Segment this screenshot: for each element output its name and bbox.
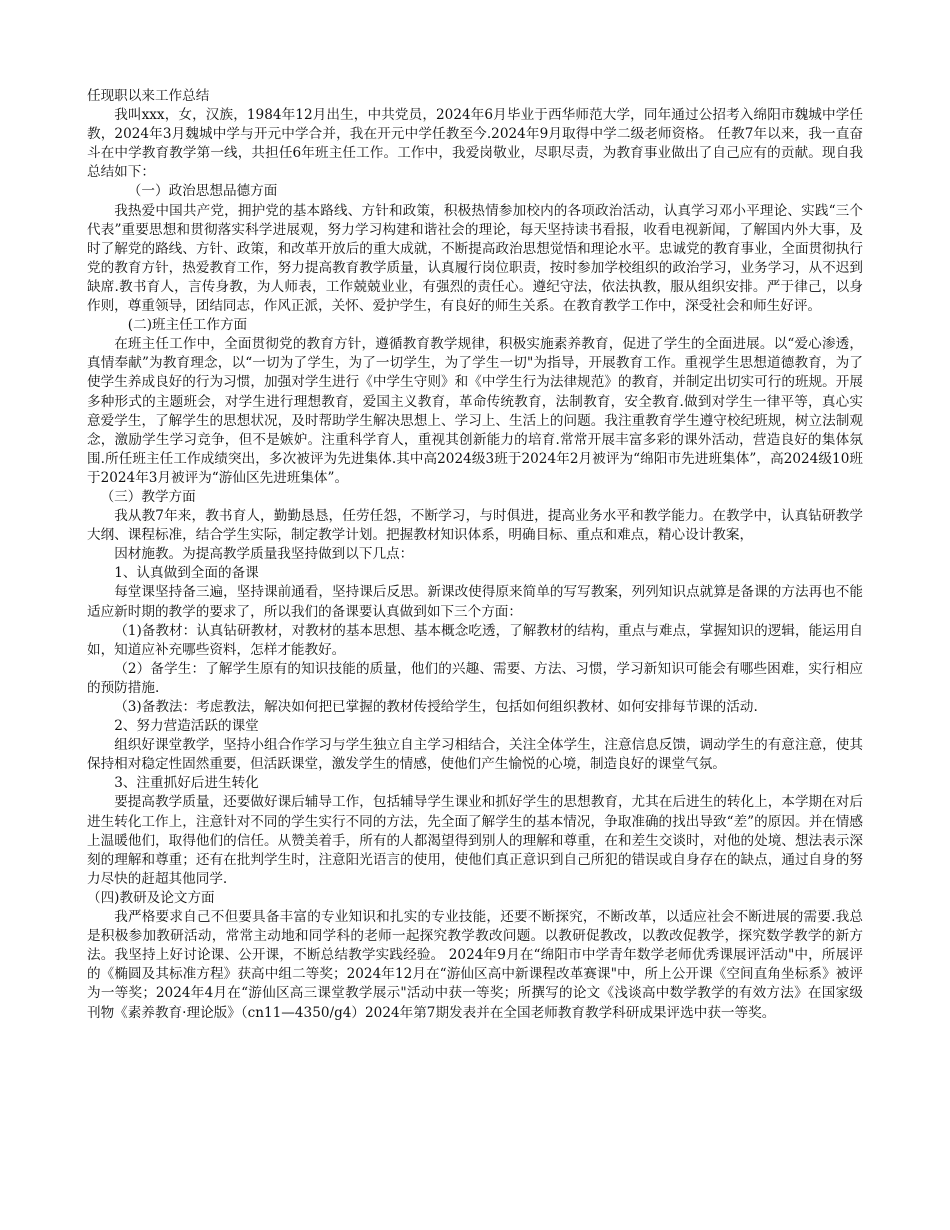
section-heading-teaching: （三）教学方面 — [100, 488, 196, 505]
document-title: 任现职以来工作总结 — [87, 88, 210, 104]
paragraph-prep-materials: （1)备教材：认真钻研教材，对教材的基本思想、基本概念吃透，了解教材的结构，重点与难点，掌握知识的逻辑，能运用自如，知道应补充哪些资料，怎样才能教好。 — [87, 622, 863, 658]
section-heading-politics: （一）政治思想品德方面 — [127, 183, 278, 200]
paragraph-struggling-students: 要提高教学质量，还要做好课后辅导工作，包括辅导学生课业和抓好学生的思想教育，尤其在后进生的转化上，本学期在对后进生转化工作上，注意针对不同的学生实行不同的方法，先全面了解学生的基本情况，争取准确的找出导致“差”的原因。并在情感上温暖他们，取得他们的信任。从赞美着手，所有的人都渴望得到别人的理解和尊重，在和差生交谈时，对他的处境、想法表示深刻的理解和尊重；还有在批判学生时，注意阳光语言的使用，使他们真正意识到自己所犯的错误或自身存在的缺点，通过自身的努力尽快的赶超其他同学. — [87, 794, 863, 887]
paragraph-research: 我严格要求自己不但要具备丰富的专业知识和扎实的专业技能，还要不断探究，不断改革，以适应社会不断进展的需要.我总是积极参加教研活动，常常主动地和同学科的老师一起探究教学教改问题。以教研促教改，以教改促教学，探究数学教学的新方法。我坚持上好讨论课、公开课，不断总结教学实践经验。 2024年9月在“绵阳市中学青年数学老师优秀课展评活动"中，所展评的《椭圆及其标准方程》获高中组二等奖；2024年12月在“游仙区高中新课程改革赛课"中，所上公开课《空间直角坐标系》被评为一等奖；2024年4月在“游仙区高三课堂教学展示"活动中获一等奖；所撰写的论文《浅谈高中数学教学的有效方法》在国家级刊物《素养教育·理论版》（cn11—4350/g4）2024年第7期发表并在全国老师教育教学科研成果评选中获一等奖。 — [87, 909, 863, 1021]
subheading-lesson-prep: 1、认真做到全面的备课 — [114, 565, 259, 582]
paragraph-intro: 我叫xxx，女，汉族，1984年12月出生，中共党员，2024年6月毕业于西华师范大学，同年通过公招考入绵阳市魏城中学任教，2024年3月魏城中学与开元中学合并，我在开元中学任教至今.2024年9月取得中学二级老师资格。 任教7年以来，我一直奋斗在中学教育教学第一线，共担任6年班主任工作。工作中，我爱岗敬业，尽职尽责，为教育事业做出了自己应有的贡献。现自我总结如下： — [87, 107, 863, 181]
subheading-struggling-students: 3、注重抓好后进生转化 — [114, 775, 259, 792]
subheading-active-class: 2、努力营造活跃的课堂 — [114, 718, 259, 735]
paragraph-politics: 我热爱中国共产党，拥护党的基本路线、方针和政策，积极热情参加校内的各项政治活动，认真学习邓小平理论、实践“三个代表”重要思想和贯彻落实科学进展观，努力学习构建和谐社会的理论，每天坚持读书看报，收看电视新闻，了解国内外大事，及时了解党的路线、方针、政策，和改革开放后的重大成就，不断提高政治思想觉悟和理论水平。忠诚党的教育事业，全面贯彻执行党的教育方针，热爱教育工作，努力提高教育教学质量，认真履行岗位职责，按时参加学校组织的政治学习，业务学习，从不迟到缺席.教书育人，言传身教，为人师表，工作兢兢业业，有强烈的责任心。遵纪守法，依法执教，服从组织安排。严于律己，以身作则，尊重领导，团结同志，作风正派，关怀、爱护学生，有良好的师生关系。在教育教学工作中，深受社会和师生好评。 — [87, 202, 863, 315]
paragraph-active-class: 组织好课堂教学，坚持小组合作学习与学生独立自主学习相结合，关注全体学生，注意信息反馈，调动学生的有意注意，使其保持相对稳定性固然重要，但活跃课堂，激发学生的情感，使他们产生愉悦的心境，制造良好的课堂气氛。 — [87, 737, 863, 773]
section-heading-research: （四)教研及论文方面 — [87, 889, 215, 906]
paragraph-teaching-points: 因材施教。为提高教学质量我坚持做到以下几点： — [114, 546, 414, 563]
paragraph-teaching: 我从教7年来，教书育人，勤勤恳恳，任劳任怨，不断学习，与时俱进，提高业务水平和教学能力。在教学中，认真钻研教学大纲、课程标准，结合学生实际，制定教学计划。把握教材知识体系，明确目标、重点和难点，精心设计教案， — [87, 508, 863, 544]
paragraph-prep-methods: （3)备教法：考虑教法，解决如何把已掌握的教材传授给学生，包括如何组织教材、如何安排每节课的活动. — [114, 699, 758, 715]
section-heading-class-teacher: (二)班主任工作方面 — [127, 317, 248, 334]
paragraph-prep-students: （2）备学生：了解学生原有的知识技能的质量，他们的兴趣、需要、方法、习惯，学习新知识可能会有哪些困难，实行相应的预防措施. — [87, 660, 863, 696]
paragraph-class-teacher: 在班主任工作中，全面贯彻党的教育方针，遵循教育教学规律，积极实施素养教育，促进了学生的全面进展。以“爱心渗透，真情奉献”为教育理念，以“一切为了学生，为了一切学生，为了学生一切"为指导，开展教育工作。重视学生思想道德教育，为了使学生养成良好的行为习惯，加强对学生进行《中学生守则》和《中学生行为法律规范》的教育，并制定出切实可行的班规。开展多种形式的主题班会，对学生进行理想教育，爱国主义教育，革命传统教育，法制教育，安全教育.做到对学生一律平等，真心实意爱学生，了解学生的思想状况，及时帮助学生解决思想上、学习上、生活上的问题。我注重教育学生遵守校纪班规，树立法制观念，激励学生学习竞争，但不是嫉妒。注重科学育人，重视其创新能力的培育.常常开展丰富多彩的课外活动，营造良好的集体氛围.所任班主任工作成绩突出，多次被评为先进集体.其中高2024级3班于2024年2月被评为“绵阳市先进班集体”，高2024级10班于2024年3月被评为“游仙区先进班集体”。 — [87, 336, 863, 486]
paragraph-lesson-prep: 每堂课坚持备三遍，坚持课前通看，坚持课后反思。新课改使得原来简单的写写教案，列列知识点就算是备课的方法再也不能适应新时期的教学的要求了，所以我们的备课要认真做到如下三个方面： — [87, 584, 863, 620]
